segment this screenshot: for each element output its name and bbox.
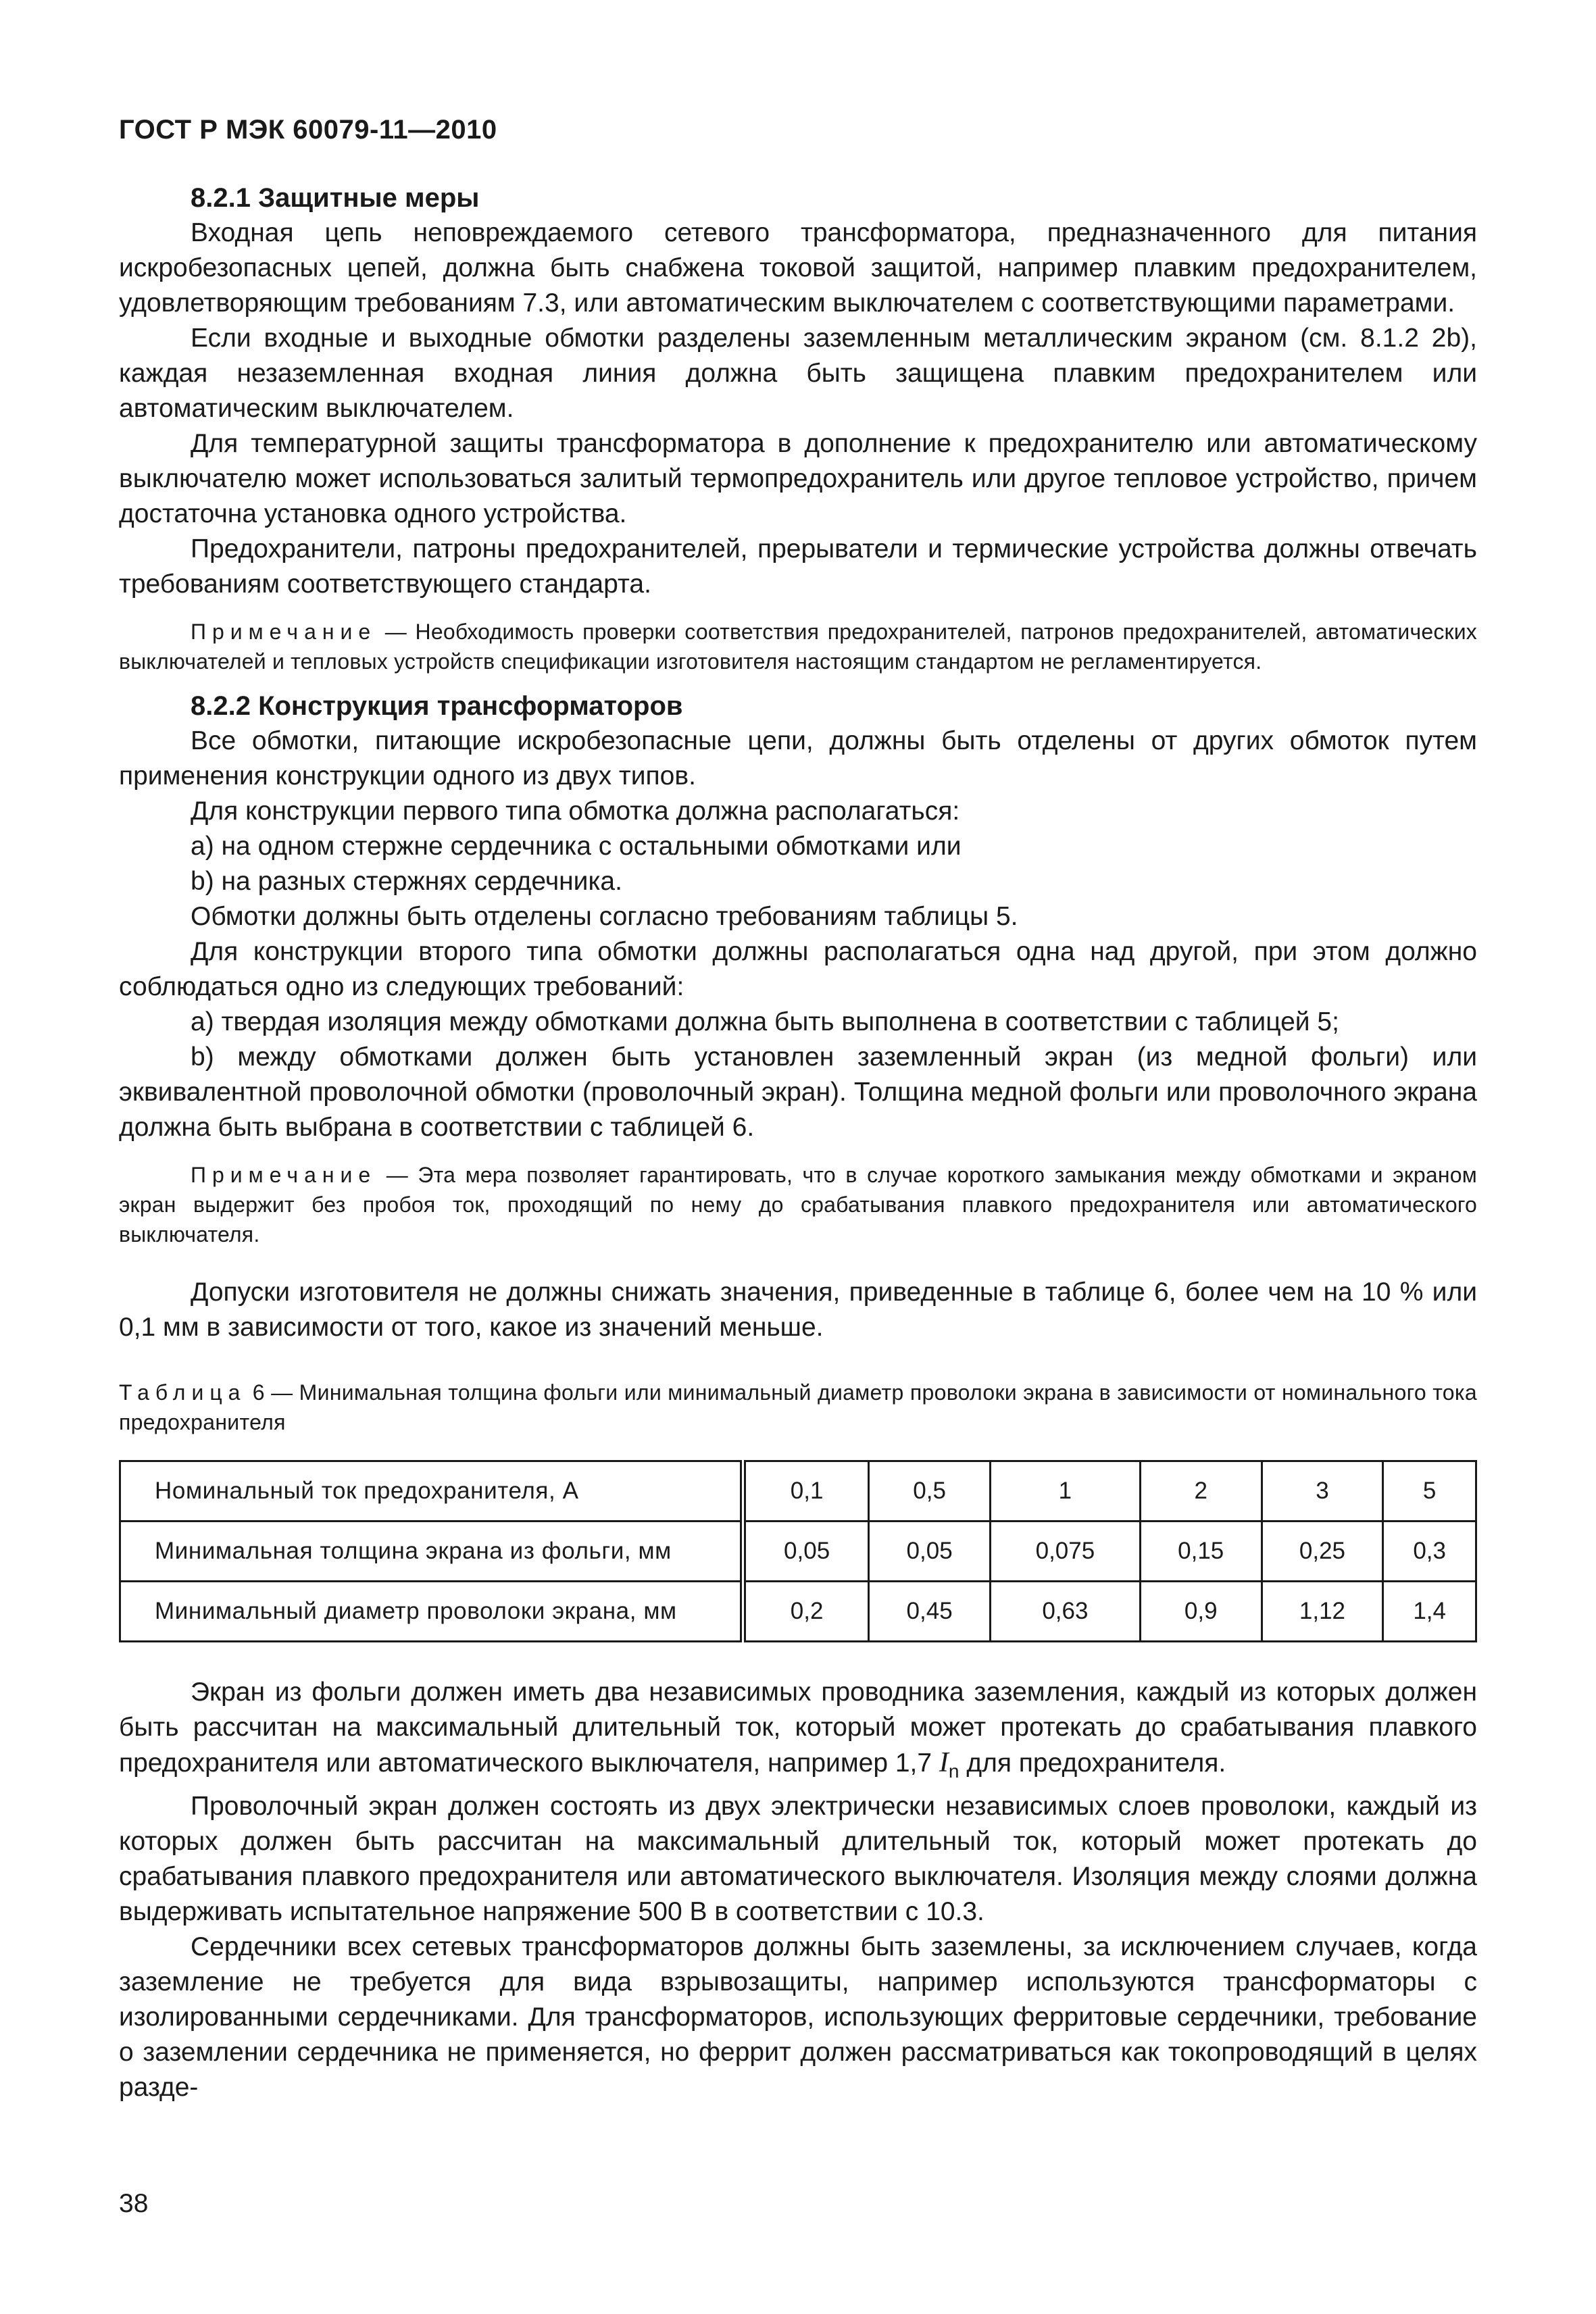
current-symbol: I bbox=[939, 1747, 949, 1778]
paragraph: Все обмотки, питающие искробезопасные цепи, должны быть отделены от других обмоток путем применения конструкции одного из двух типов. bbox=[119, 726, 1477, 790]
current-subscript: n bbox=[948, 1760, 959, 1782]
paragraph: Если входные и выходные обмотки разделены заземленным металлическим экраном (см. 8.1.2 2b), каждая незаземленная входная линия должна быть защищена плавким предохранителем или автоматическим выключателем. bbox=[119, 324, 1477, 423]
table-cell: 1,12 bbox=[1262, 1582, 1383, 1642]
paragraph: Проволочный экран должен состоять из двух электрически независимых слоев проволоки, каждый из которых должен быть рассчитан на максимальный длительный ток, который может протекать до срабатывания плавкого предохранителя или автоматического выключателя. Изоляция между слоями должна выдерживать испытательное напряжение 500 В в соответствии с 10.3. bbox=[119, 1791, 1477, 1926]
document-page bbox=[119, 115, 1477, 2105]
table-cell: 0,25 bbox=[1262, 1521, 1383, 1582]
table-row bbox=[120, 1461, 1476, 1521]
table-cell: 1 bbox=[990, 1461, 1140, 1521]
row-label: Номинальный ток предохранителя, А bbox=[120, 1461, 743, 1521]
paragraph: Сердечники всех сетевых трансформаторов должны быть заземлены, за исключением случаев, когда заземление не требуется для вида взрывозащиты, например используются трансформаторы с изолированными сердечниками. Для трансформаторов, использующих ферритовые сердечники, требование о заземлении сердечника не применяется, но феррит должен рассматриваться как токопроводящий в целях разде- bbox=[119, 1932, 1477, 2102]
note-label: Примечание bbox=[191, 1163, 377, 1187]
list-item: a) на одном стержне сердечника с остальными обмотками или bbox=[191, 832, 962, 861]
paragraph-text: Экран из фольги должен иметь два независимых проводника заземления, каждый из которых должен быть рассчитан на максимальный длительный ток, который может протекать до срабатывания плавкого предохранителя или автоматического выключателя, например 1,7 bbox=[119, 1678, 1477, 1778]
table-caption bbox=[119, 1378, 1477, 1437]
table-cell: 0,3 bbox=[1383, 1521, 1476, 1582]
paragraph bbox=[119, 1675, 1477, 1789]
table-cell: 3 bbox=[1262, 1461, 1383, 1521]
table-cell: 2 bbox=[1140, 1461, 1262, 1521]
paragraph-text: для предохранителя. bbox=[959, 1749, 1226, 1778]
table-cell: 0,5 bbox=[869, 1461, 991, 1521]
table-cell: 1,4 bbox=[1383, 1582, 1476, 1642]
paragraph: Предохранители, патроны предохранителей, прерыватели и термические устройства должны отвечать требованиям соответствующего стандарта. bbox=[119, 534, 1477, 599]
section-8-2-2-title: 8.2.2 Конструкция трансформаторов bbox=[191, 691, 683, 721]
document-header: ГОСТ Р МЭК 60079-11—2010 bbox=[119, 115, 497, 145]
table-cell: 0,9 bbox=[1140, 1582, 1262, 1642]
note-label: Примечание bbox=[191, 620, 377, 644]
table-cell: 0,63 bbox=[990, 1582, 1140, 1642]
table-caption-text: 6 — Минимальная толщина фольги или минимальный диаметр проволоки экрана в зависимости от номинального тока предохранителя bbox=[119, 1380, 1477, 1434]
paragraph: Входная цепь неповреждаемого сетевого трансформатора, предназначенного для питания искробезопасных цепей, должна быть снабжена токовой защитой, например плавким предохранителем, удовлетворяющим требованиям 7.3, или автоматическим выключателем с соответствующими параметрами. bbox=[119, 218, 1477, 318]
row-label: Минимальный диаметр проволоки экрана, мм bbox=[120, 1582, 743, 1642]
paragraph: Для температурной защиты трансформатора в дополнение к предохранителю или автоматическому выключателю может использоваться залитый термопредохранитель или другое тепловое устройство, причем достаточна установка одного устройства. bbox=[119, 429, 1477, 528]
table-row bbox=[120, 1521, 1476, 1582]
paragraph: Обмотки должны быть отделены согласно требованиям таблицы 5. bbox=[191, 902, 1018, 931]
paragraph: Для конструкции второго типа обмотки должны располагаться одна над другой, при этом должно соблюдаться одно из следующих требований: bbox=[119, 937, 1477, 1001]
table-row bbox=[120, 1582, 1476, 1642]
page-number: 38 bbox=[119, 2189, 149, 2218]
table-cell: 0,075 bbox=[990, 1521, 1140, 1582]
section-8-2-1-title: 8.2.1 Защитные меры bbox=[191, 183, 480, 213]
table-cell: 0,2 bbox=[743, 1582, 869, 1642]
table-cell: 5 bbox=[1383, 1461, 1476, 1521]
table-cell: 0,05 bbox=[869, 1521, 991, 1582]
row-label: Минимальная толщина экрана из фольги, мм bbox=[120, 1521, 743, 1582]
list-item: b) между обмотками должен быть установлен заземленный экран (из медной фольги) или эквивалентной проволочной обмотки (проволочный экран). Толщина медной фольги или проволочного экрана должна быть выбрана в соответствии с таблицей 6. bbox=[119, 1042, 1477, 1142]
paragraph: Допуски изготовителя не должны снижать значения, приведенные в таблице 6, более чем на 10 % или 0,1 мм в зависимости от того, какое из значений меньше. bbox=[119, 1278, 1477, 1342]
table-cell: 0,15 bbox=[1140, 1521, 1262, 1582]
note bbox=[119, 1160, 1477, 1249]
table-6 bbox=[119, 1460, 1477, 1642]
list-item: b) на разных стержнях сердечника. bbox=[191, 867, 622, 896]
table-caption-label: Таблица bbox=[119, 1380, 247, 1405]
note-text: — Эта мера позволяет гарантировать, что в случае короткого замыкания между обмотками и экраном экран выдержит без пробоя ток, проходящий по нему до срабатывания плавкого предохранителя или автоматического выключателя. bbox=[119, 1163, 1477, 1247]
note-text: — Необходимость проверки соответствия предохранителей, патронов предохранителей, автоматических выключателей и тепловых устройств спецификации изготовителя настоящим стандартом не регламентируется. bbox=[119, 620, 1477, 674]
note bbox=[119, 617, 1477, 676]
table-cell: 0,45 bbox=[869, 1582, 991, 1642]
list-item: a) твердая изоляция между обмотками должна быть выполнена в соответствии с таблицей 5; bbox=[191, 1007, 1339, 1036]
table-cell: 0,1 bbox=[743, 1461, 869, 1521]
table-cell: 0,05 bbox=[743, 1521, 869, 1582]
paragraph: Для конструкции первого типа обмотка должна располагаться: bbox=[191, 797, 960, 826]
